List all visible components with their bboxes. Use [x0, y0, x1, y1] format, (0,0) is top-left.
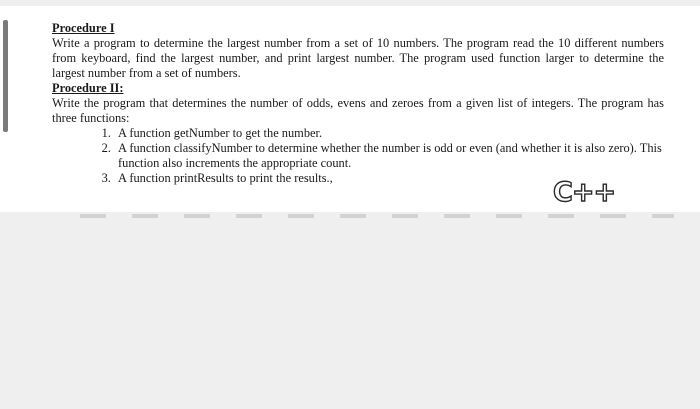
document-page [0, 6, 700, 212]
list-item: 1. A function getNumber to get the number. [114, 126, 664, 141]
document-content [52, 21, 664, 186]
procedure-2-text: Write the program that determines the number of odds, evens and zeroes from a given list of integers. The program has three functions: [52, 96, 664, 125]
cpp-logo: C++ [553, 177, 616, 208]
procedure-1-text: Write a program to determine the largest number from a set of 10 numbers. The program read the 10 different numbers from keyboard, find the largest number, and print largest number. The program used function larger to determine the largest number from a set of numbers. [52, 36, 664, 80]
procedure-2-heading: Procedure II: [52, 81, 124, 95]
scrollbar[interactable] [3, 20, 8, 132]
list-item: 2. A function classifyNumber to determine whether the number is odd or even (and whether it is also zero). This function also increments the appropriate count. [114, 141, 664, 171]
procedure-1-heading: Procedure I [52, 21, 115, 35]
cropped-text-edge [54, 214, 674, 218]
list-item: 3. A function printResults to print the results., [114, 171, 664, 186]
